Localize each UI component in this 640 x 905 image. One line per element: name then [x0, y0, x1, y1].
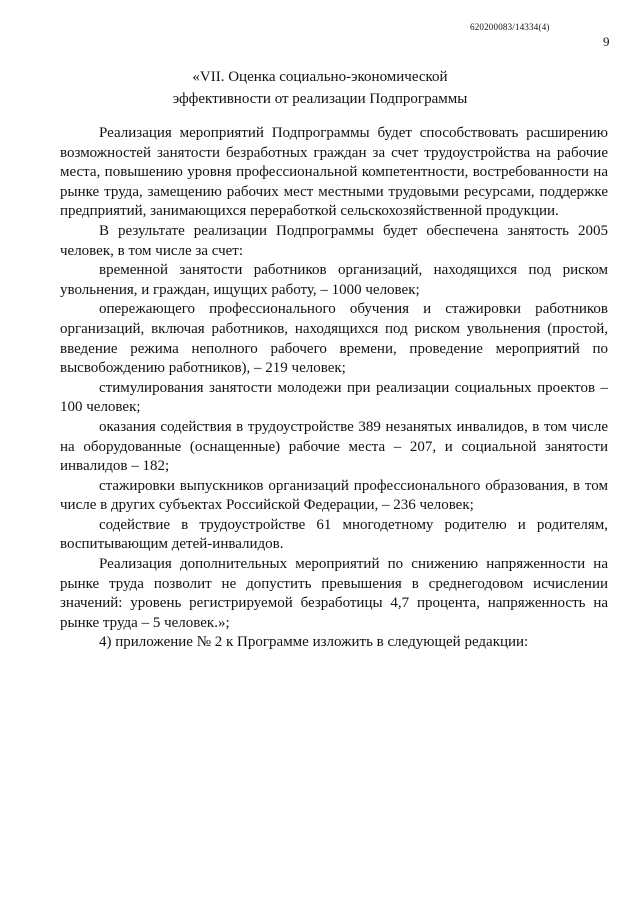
body-text: [60, 124, 608, 653]
document-code: 620200083/14334(4): [470, 22, 550, 32]
section-title-line-2: эффективности от реализации Подпрограммы: [172, 91, 468, 107]
paragraph: содействие в трудоустройстве 61 многодетному родителю и родителям, воспитывающим детей-инвалидов.: [60, 516, 608, 553]
paragraph: стажировки выпускников организаций профессионального образования, в том числе в других субъектах Российской Федерации, – 236 человек;: [60, 477, 608, 514]
paragraph: временной занятости работников организаций, находящихся под риском увольнения, и граждан, ищущих работу, – 1000 человек;: [60, 262, 608, 298]
paragraph: оказания содействия в трудоустройстве 389 незанятых инвалидов, в том числе на оборудованные (оснащенные) рабочие места – 207, и социальной занятости инвалидов – 182;: [60, 418, 608, 475]
section-title: [90, 66, 550, 110]
paragraph: Реализация дополнительных мероприятий по снижению напряженности на рынке труда позволит не допустить превышения в среднегодовом исчислении значений: уровень регистрируемой безработицы 4,7 процента, напряженность на рынке труда – 5 человек.»;: [60, 556, 608, 631]
paragraph: 4) приложение № 2 к Программе изложить в следующей редакции:: [99, 634, 529, 651]
paragraph: стимулирования занятости молодежи при реализации социальных проектов – 100 человек;: [60, 379, 608, 416]
paragraph: опережающего профессионального обучения и стажировки работников организаций, включая работников, находящихся под риском увольнения (простой, введение режима неполного рабочего времени, проведение мероприятий по высвобождению работников), – 219 человек;: [60, 301, 608, 377]
paragraph: Реализация мероприятий Подпрограммы будет способствовать расширению возможностей занятости безработных граждан за счет трудоустройства на рабочие места, повышению уровня профессиональной компетентности, востребованности на рынке труда, замещению рабочих мест местными трудовыми ресурсами, поддержке предприятий, занимающихся переработкой сельскохозяйственной продукции.: [60, 125, 608, 220]
section-title-line-1: «VII. Оценка социально-экономической: [192, 69, 448, 85]
paragraph: В результате реализации Подпрограммы будет обеспечена занятость 2005 человек, в том числе за счет:: [60, 222, 608, 259]
page-number: 9: [603, 34, 610, 49]
